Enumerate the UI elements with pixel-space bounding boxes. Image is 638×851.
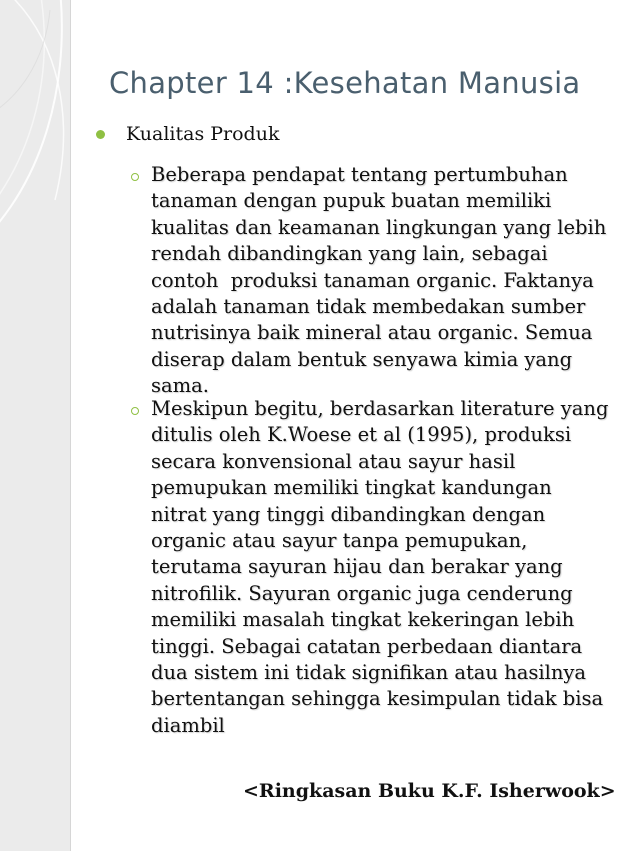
sub-bullet-ring-icon: [131, 173, 139, 181]
text-line: nutrisinya baik mineral atau organic. Semua: [151, 321, 593, 345]
text-line: bertentangan sehingga kesimpulan tidak bisa: [151, 687, 604, 711]
text-line: ditulis oleh K.Woese et al (1995), produksi: [151, 423, 572, 447]
bullet-dot-icon: [96, 130, 105, 139]
text-line: sama.: [151, 374, 209, 398]
text-line: diambil: [151, 713, 225, 737]
text-line: secara konvensional atau sayur hasil: [151, 449, 516, 473]
bullet-item: [96, 121, 279, 147]
sub-bullet-text: [151, 162, 606, 400]
text-line: contoh produksi tanaman organic. Faktanya: [151, 268, 594, 292]
slide-title: Chapter 14 :Kesehatan Manusia: [109, 66, 581, 100]
text-line: dua sistem ini tidak signifikan atau hasilnya: [151, 661, 587, 685]
text-line: Meskipun begitu, berdasarkan literature yang: [151, 397, 609, 420]
sub-bullet-text: [151, 396, 608, 739]
source-citation: <Ringkasan Buku K.F. Isherwook>: [243, 780, 616, 802]
text-line: kualitas dan keamanan lingkungan yang lebih: [151, 215, 607, 239]
text-line: tinggi. Sebagai catatan perbedaan diantara: [151, 634, 583, 658]
text-line: rendah dibandingkan yang lain, sebagai: [151, 242, 548, 266]
text-line: Beberapa pendapat tentang pertumbuhan: [151, 163, 568, 186]
sub-bullet-item: [131, 396, 608, 739]
text-line: nitrat yang tinggi dibandingkan dengan: [151, 502, 546, 526]
text-line: adalah tanaman tidak membedakan sumber: [151, 295, 586, 319]
sub-bullet-item: [131, 162, 606, 400]
text-line: memiliki masalah tingkat kekeringan lebih: [151, 608, 575, 632]
text-line: organic atau sayur tanpa pemupukan,: [151, 529, 528, 553]
decorative-side-panel: [0, 0, 71, 851]
text-line: terutama sayuran hijau dan berakar yang: [151, 555, 563, 579]
text-line: nitrofilik. Sayuran organic juga cenderung: [151, 581, 573, 605]
text-line: diserap dalam bentuk senyawa kimia yang: [151, 347, 573, 371]
text-line: tanaman dengan pupuk buatan memiliki: [151, 189, 552, 213]
text-line: pemupukan memiliki tingkat kandungan: [151, 476, 552, 500]
sub-bullet-ring-icon: [131, 407, 139, 415]
bullet-text: Kualitas Produk: [126, 123, 280, 145]
